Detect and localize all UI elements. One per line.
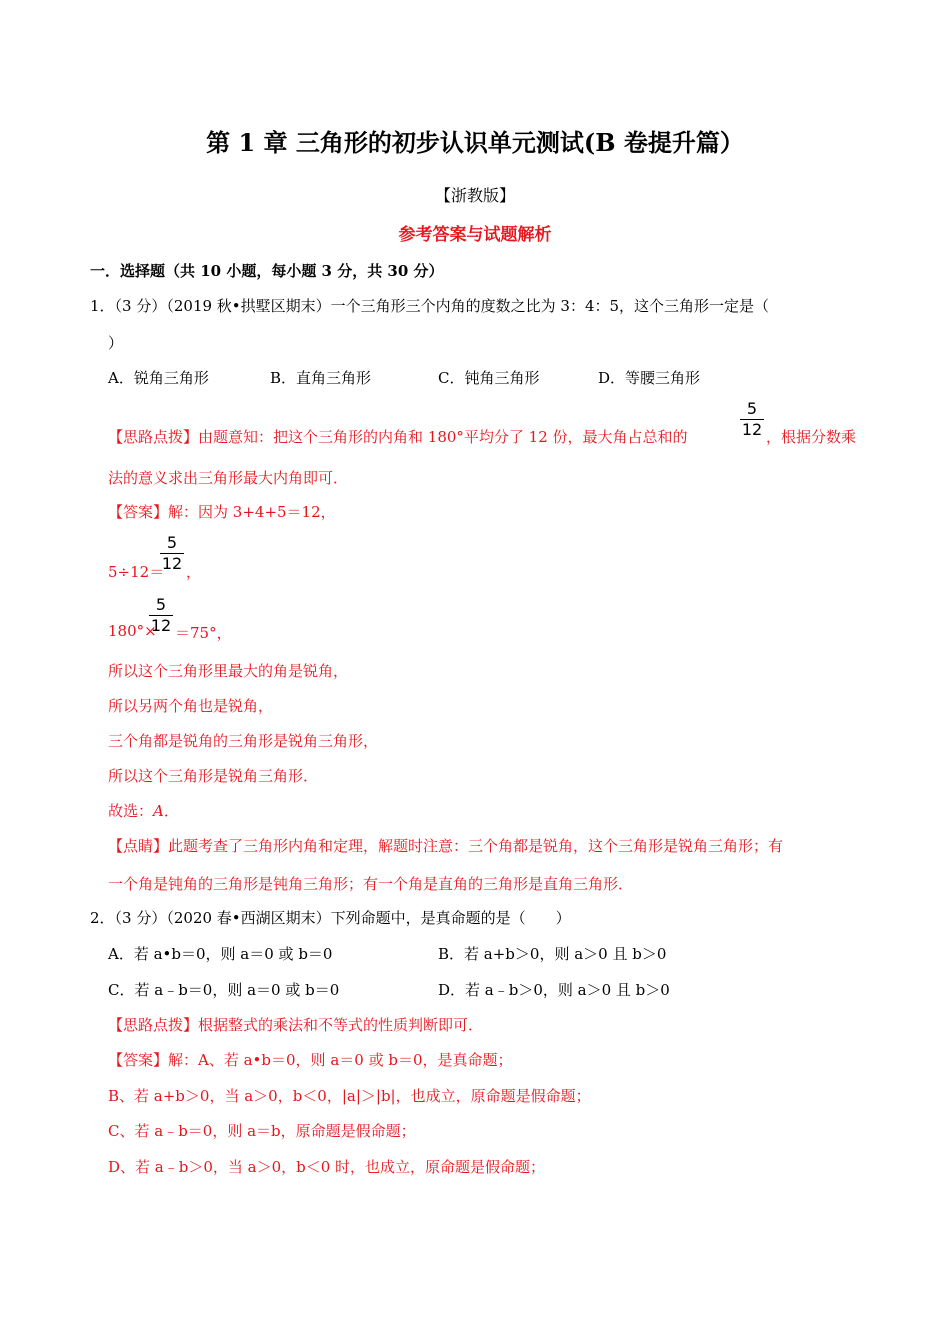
q1-reason-line: 所以这个三角形里最大的角是锐角， xyxy=(108,662,349,680)
q1-step2-suffix: ＝75°， xyxy=(175,624,232,642)
fraction-numerator: 5 xyxy=(155,595,167,614)
q2-line-b: B、若 a+b＞0，当 a＞0，b＜0，|a|＞|b|，也成立，原命题是假命题； xyxy=(108,1087,591,1105)
q1-step2-prefix: 180°× xyxy=(108,622,157,640)
q1-hint xyxy=(108,426,688,447)
q2-answer-tag: 【答案】 xyxy=(108,1051,169,1069)
q1-hint-text-1: 由题意知：把这个三角形的内角和 180°平均分了 12 份，最大角占总和的 xyxy=(198,428,688,446)
fraction-denominator: 12 xyxy=(161,554,183,573)
q1-hint-line2: 法的意义求出三角形最大内角即可． xyxy=(108,469,349,487)
q1-reason-line: 所以这个三角形是锐角三角形． xyxy=(108,767,319,785)
q2-line-c: C、若 a﹣b＝0，则 a＝b，原命题是假命题； xyxy=(108,1122,416,1140)
q1-choose-suffix: ． xyxy=(163,802,179,820)
q1-answer-text: 解：因为 3+4+5＝12， xyxy=(168,503,336,521)
edition-label: 【浙教版】 xyxy=(434,186,515,205)
q1-comment-tag: 【点睛】 xyxy=(108,837,169,855)
q1-answer xyxy=(108,501,336,522)
q1-step1-suffix: ， xyxy=(186,563,202,581)
q1-hint-fraction xyxy=(740,400,764,439)
q1-choose-letter: A xyxy=(153,802,164,820)
q2-hint-text: 根据整式的乘法和不等式的性质判断即可． xyxy=(198,1016,484,1034)
q2-hint-tag: 【思路点拨】 xyxy=(108,1016,199,1034)
q1-stem-line2: ） xyxy=(108,334,124,352)
q1-option-d: D．等腰三角形 xyxy=(598,369,701,387)
section-heading: 一．选择题（共 10 小题，每小题 3 分，共 30 分） xyxy=(90,262,444,280)
q1-step1-prefix: 5÷12＝ xyxy=(108,563,165,581)
fraction-numerator: 5 xyxy=(166,533,178,552)
q2-answer-text: 解：A、若 a•b＝0，则 a＝0 或 b＝0，是真命题； xyxy=(168,1051,513,1069)
q2-option-c: C．若 a﹣b＝0，则 a＝0 或 b＝0 xyxy=(108,981,340,999)
q2-line-d: D、若 a﹣b＞0，当 a＞0，b＜0 时，也成立，原命题是假命题； xyxy=(108,1158,546,1176)
q1-comment-line1: 此题考查了三角形内角和定理，解题时注意：三个角都是锐角，这个三角形是锐角三角形；有 xyxy=(168,837,784,855)
q1-stem-line1: 1．（3 分）（2019 秋•拱墅区期末）一个三角形三个内角的度数之比为 3：4：5，这个三角形一定是（ xyxy=(90,297,770,315)
q1-option-b: B．直角三角形 xyxy=(270,369,372,387)
q1-answer-tag: 【答案】 xyxy=(108,503,169,521)
q2-hint xyxy=(108,1014,483,1035)
q1-option-a: A．锐角三角形 xyxy=(108,369,209,387)
q1-option-c: C．钝角三角形 xyxy=(438,369,540,387)
q2-option-a: A．若 a•b＝0，则 a＝0 或 b＝0 xyxy=(108,945,333,963)
q2-answer xyxy=(108,1049,513,1070)
fraction-denominator: 12 xyxy=(741,420,763,439)
q2-option-d: D．若 a﹣b＞0，则 a＞0 且 b＞0 xyxy=(438,981,670,999)
fraction-denominator: 12 xyxy=(150,616,172,635)
q1-reason-line: 所以另两个角也是锐角， xyxy=(108,697,274,715)
q2-stem: 2．（3 分）（2020 春•西湖区期末）下列命题中，是真命题的是（ ） xyxy=(90,909,571,927)
q1-comment xyxy=(108,835,783,856)
q1-comment-line2: 一个角是钝角的三角形是钝角三角形；有一个角是直角的三角形是直角三角形． xyxy=(108,875,634,893)
q1-hint-text-2: ，根据分数乘 xyxy=(766,428,857,446)
page-title: 第 1 章 三角形的初步认识单元测试(B 卷提升篇） xyxy=(206,128,744,157)
q1-hint-tag: 【思路点拨】 xyxy=(108,428,199,446)
q1-choose xyxy=(108,800,179,821)
fraction-numerator: 5 xyxy=(746,399,758,418)
answers-heading: 参考答案与试题解析 xyxy=(398,225,552,245)
q1-reason-line: 三个角都是锐角的三角形是锐角三角形， xyxy=(108,732,379,750)
q2-option-b: B．若 a+b＞0，则 a＞0 且 b＞0 xyxy=(438,945,667,963)
q1-choose-prefix: 故选： xyxy=(108,802,154,820)
